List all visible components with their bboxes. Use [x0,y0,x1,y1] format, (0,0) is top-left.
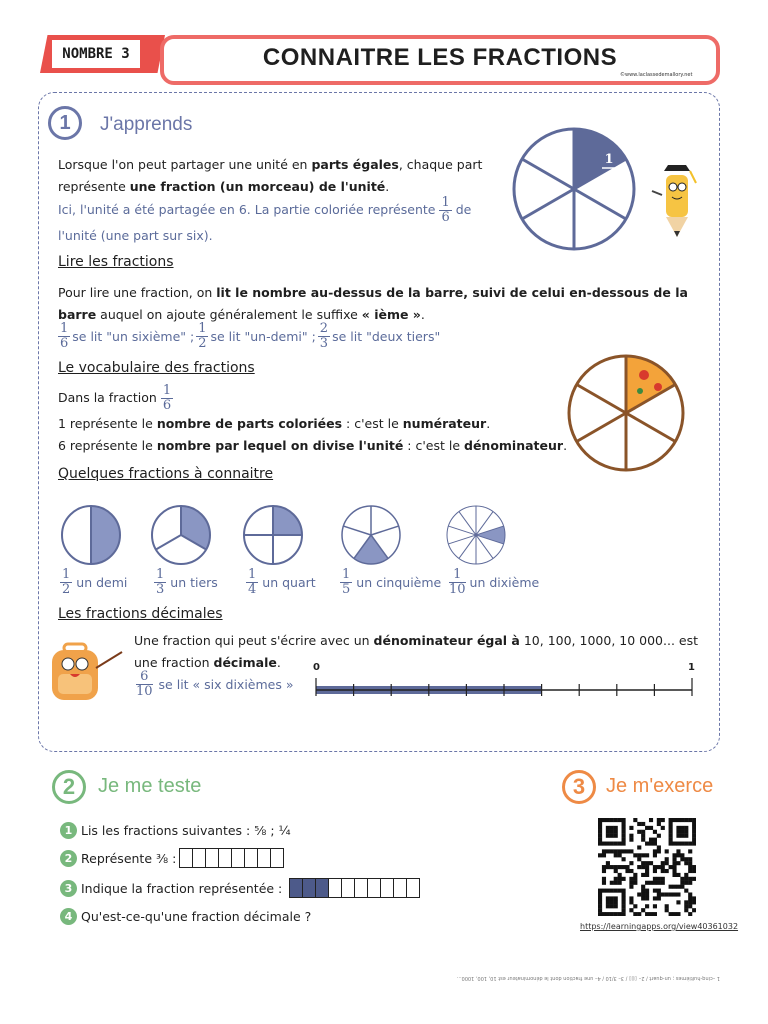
known-label-third: $\frac{1}{3}$ un tiers [156,567,218,597]
pie-half [62,506,120,564]
backpack-mascot-illustration [46,640,124,706]
pie-third [152,506,210,564]
decimal-paragraph: Une fraction qui peut s'écrire avec un dénominateur égal à 10, 100, 1000, 10 000... est une fraction décimale. [134,633,698,670]
read-paragraph: Pour lire une fraction, on lit le nombre au-dessus de la barre, suivi de celui en-dessous de la barre auquel on ajoute généralement le suffixe « ième ». [58,285,688,322]
known-label-tenth: $\frac{1}{10}$ un dixième [449,567,540,597]
question-1-number: 1 [60,822,77,839]
heading-read-fractions: Lire les fractions [58,254,174,270]
strip-cell [302,878,316,898]
intro-paragraph: Lorsque l'on peut partager une unité en parts égales, chaque part représente une fraction (un morceau) de l'unité. [58,157,483,194]
credit: ©www.laclassedemallory.net [620,72,693,78]
section-title-test: Je me teste [98,775,202,797]
question-4: 4 Qu'est-ce-qu'une fraction décimale ? [60,908,311,925]
pie-label-den: 6 [604,171,614,186]
decimal-number-line [314,676,694,698]
vocab-paragraph: Dans la fraction $\frac{1}{6}$ 1 représente le nombre de parts coloriées : c'est le numérateur. 6 représente le nombre par lequel on divise l'unité : c'est le dénominateur. [58,383,568,453]
pie-fifth [342,506,400,564]
known-fractions-pies [58,502,558,572]
learningapps-link[interactable]: https://learningapps.org/view40361032 [580,922,739,931]
heading-known-fractions: Quelques fractions à connaitre [58,466,274,482]
read-examples: $\frac{1}{6}$ se lit "un sixième" ; $\frac{1}{2}$ se lit "un-demi" ; $\frac{2}{3}$ se lit "deux tiers" [60,321,441,351]
known-label-fifth: $\frac{1}{5}$ un cinquième [342,567,442,597]
page-title: CONNAITRE LES FRACTIONS [262,44,618,71]
pie-label-num: 1 [604,152,614,167]
intro-example: Ici, l'unité a été partagée en 6. La partie coloriée représente $\frac{1}{6}$ de l'unité (une part sur six). [58,195,472,243]
heading-vocabulary: Le vocabulaire des fractions [58,360,255,376]
heading-decimal-fractions: Les fractions décimales [58,606,223,622]
strip-cell [341,878,355,898]
strip-cell[interactable] [270,848,284,868]
section-title-learn: J'apprends [100,114,193,135]
strip-cell[interactable] [218,848,232,868]
question-3-strip [290,878,420,898]
question-2-number: 2 [60,850,77,867]
question-2-strip[interactable] [180,848,284,868]
pizza-slice [626,356,675,413]
strip-cell [406,878,420,898]
strip-cell [380,878,394,898]
pencil-mascot-illustration [650,165,705,240]
pizza-pie [563,352,689,474]
decimal-example: $\frac{6}{10}$ se lit « six dixièmes » [136,669,294,699]
known-label-half: $\frac{1}{2}$ un demi [62,567,128,597]
question-4-number: 4 [60,908,77,925]
pie-tenth [447,506,505,564]
strip-cell [289,878,303,898]
pie-sixth-colored-part [574,129,626,189]
scale-start-label: 0 [313,662,320,673]
strip-cell[interactable] [192,848,206,868]
scale-end-label: 1 [688,662,695,673]
known-label-quarter: $\frac{1}{4}$ un quart [248,567,316,597]
strip-cell[interactable] [179,848,193,868]
qr-code[interactable] [598,818,696,916]
strip-cell[interactable] [244,848,258,868]
section-number-1: 1 [48,106,82,140]
strip-cell [315,878,329,898]
section-number-2: 2 [52,770,86,804]
strip-cell[interactable] [205,848,219,868]
question-3: 3 Indique la fraction représentée : [60,878,420,898]
header-tag: NOMBRE 3 [52,40,140,68]
pie-sixth [506,126,642,252]
question-3-number: 3 [60,880,77,897]
answers-upside-down: 1 –cinq-huitièmes ; un-quart / 2– ▯▯▯ / 3– 3/10 / 4– une fraction dont le dénominateur est 10, 100, 1000... [456,975,720,981]
question-2: 2 Représente ⅜ : [60,848,284,868]
strip-cell [367,878,381,898]
strip-cell[interactable] [231,848,245,868]
strip-cell [354,878,368,898]
pie-quarter [244,506,302,564]
strip-cell[interactable] [257,848,271,868]
strip-cell [393,878,407,898]
section-number-3: 3 [562,770,596,804]
section-title-exercise: Je m'exerce [606,775,714,797]
strip-cell [328,878,342,898]
question-1: 1 Lis les fractions suivantes : ⅝ ; ¼ [60,822,291,839]
